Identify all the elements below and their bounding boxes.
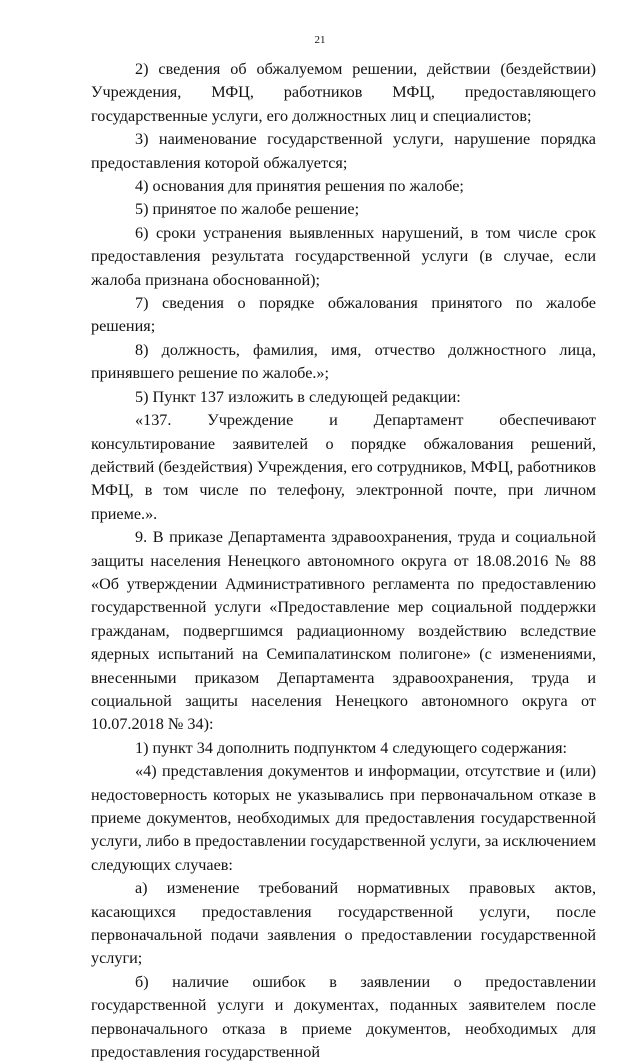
document-body xyxy=(91,58,596,1064)
paragraph-item-7-appeal-procedure: 7) сведения о порядке обжалования принятого по жалобе решения; xyxy=(91,294,596,336)
paragraph-item-6-deadlines: 6) сроки устранения выявленных нарушений, в том числе срок предоставления результата государственной услуги (в случае, если жалоба признана обоснованной); xyxy=(91,223,596,289)
paragraph-section-9-order: 9. В приказе Департамента здравоохранения, труда и социальной защиты населения Ненецкого автономного округа от 18.08.2016 № 88 «Об утверждении Административного регламента по предоставлению государственной услуги «Предоставление мер социальной поддержки гражданам, подвергшимся радиационному воздействию вследствие ядерных испытаний на Семипалатинском полигоне» (с изменениями, внесенными приказом Департамента здравоохранения, труда и социальной защиты населения Ненецкого автономного округа от 10.07.2018 № 34): xyxy=(91,528,596,734)
paragraph-point-34-addition: 1) пункт 34 дополнить подпунктом 4 следующего содержания: xyxy=(135,738,568,757)
page-number: 21 xyxy=(314,34,326,46)
paragraph-item-4-grounds: 4) основания для принятия решения по жалобе; xyxy=(135,177,464,196)
paragraph-item-5-decision: 5) принятое по жалобе решение; xyxy=(135,200,360,219)
paragraph-item-8-official: 8) должность, фамилия, имя, отчество должностного лица, принявшего решение по жалобе.»; xyxy=(91,340,596,383)
paragraph-subpoint-4-text: «4) представления документов и информации, отсутствие и (или) недостоверность которых не указывались при первоначальном отказе в приеме документов, необходимых для предоставления государственной услуги, либо в предоставлении государственной услуги, за исключением следующих случаев: xyxy=(91,762,596,874)
paragraph-item-2-appeal-decision-info: 2) сведения об обжалуемом решении, действии (бездействии) Учреждения, МФЦ, работников МФЦ, предоставляющего государственные услуги, его должностных лиц и специалистов; xyxy=(91,60,596,125)
paragraph-item-3-service-name: 3) наименование государственной услуги, нарушение порядка предоставления которой обжалуется; xyxy=(91,130,596,172)
paragraph-case-b: б) наличие ошибок в заявлении о предоставлении государственной услуги и документах, поданных заявителем после первоначального отказа в приеме документов, необходимых для предоставления государственной xyxy=(91,972,596,1062)
paragraph-point-137-text: «137. Учреждение и Департамент обеспечивают консультирование заявителей о порядке обжалования решений, действий (бездействия) Учреждения, его сотрудников, МФЦ, работников МФЦ, в том числе по телефону, электронной почте, при личном приеме.». xyxy=(91,411,596,523)
paragraph-case-a: а) изменение требований нормативных правовых актов, касающихся предоставления государственной услуги, после первоначальной подачи заявления о предоставлении государственной услуги; xyxy=(91,879,596,968)
paragraph-point-137-amendment: 5) Пункт 137 изложить в следующей редакции: xyxy=(135,387,461,406)
